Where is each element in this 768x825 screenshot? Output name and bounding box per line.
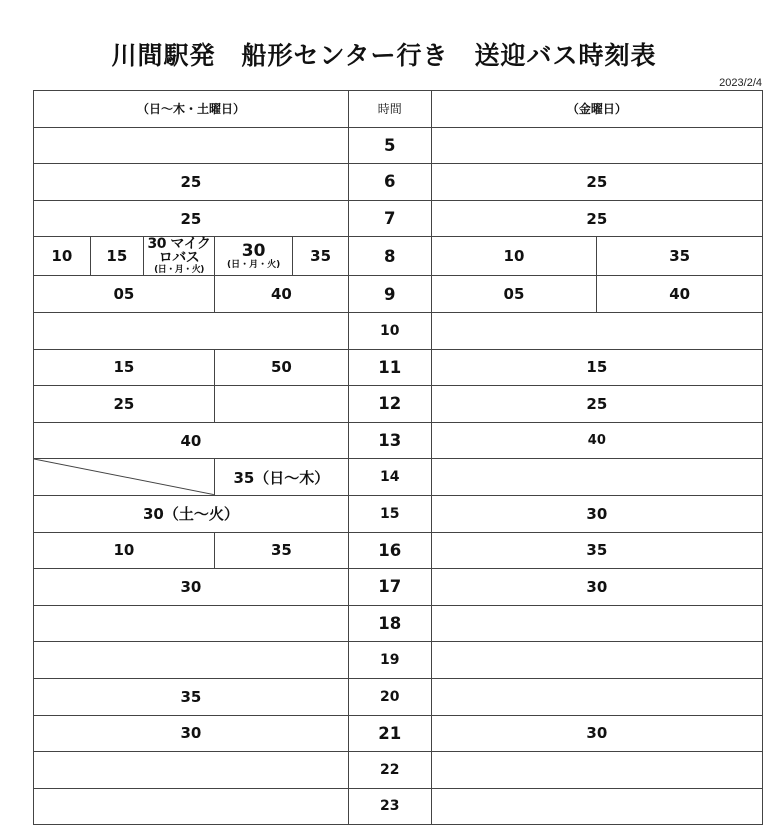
issue-date: 2023/2/4	[719, 77, 762, 89]
weekday-cell: 15	[90, 237, 143, 276]
friday-cell	[431, 642, 762, 679]
hour-cell: 12	[348, 386, 431, 423]
table-row	[34, 495, 763, 532]
hour-cell: 17	[348, 569, 431, 606]
header-weekday: （日～木・土曜日）	[34, 91, 349, 128]
weekday-cell	[34, 788, 349, 825]
friday-cell	[431, 459, 762, 496]
table-row	[34, 349, 763, 386]
hour-cell: 22	[348, 752, 431, 789]
weekday-cell: 50	[214, 349, 348, 386]
table-row	[34, 569, 763, 606]
table-row	[34, 127, 763, 164]
friday-cell	[431, 788, 762, 825]
weekday-cell: 30（土～火）	[34, 495, 349, 532]
weekday-cell: 25	[34, 164, 349, 201]
weekday-cell: 15	[34, 349, 215, 386]
weekday-cell	[214, 237, 292, 276]
hour-cell: 13	[348, 422, 431, 459]
friday-cell: 30	[431, 569, 762, 606]
weekday-cell	[34, 605, 349, 642]
friday-cell	[431, 605, 762, 642]
table-row	[34, 678, 763, 715]
weekday-value: 30	[241, 241, 266, 262]
friday-cell: 25	[431, 200, 762, 237]
friday-cell: 35	[597, 237, 763, 276]
table-row	[34, 312, 763, 349]
friday-cell: 25	[431, 164, 762, 201]
weekday-cell	[214, 386, 348, 423]
weekday-cell: 40	[34, 422, 349, 459]
table-row	[34, 532, 763, 569]
friday-cell: 30	[431, 495, 762, 532]
hour-cell: 11	[348, 349, 431, 386]
friday-cell: 10	[431, 237, 597, 276]
friday-cell	[431, 752, 762, 789]
weekday-cell: 35	[293, 237, 349, 276]
friday-cell: 15	[431, 349, 762, 386]
weekday-value: 30 マイクロバス	[147, 236, 211, 267]
weekday-cell	[34, 642, 349, 679]
friday-cell	[431, 312, 762, 349]
friday-cell	[431, 678, 762, 715]
table-row	[34, 788, 763, 825]
weekday-cell-microbus	[144, 237, 215, 276]
table-row	[34, 459, 763, 496]
friday-cell: 25	[431, 386, 762, 423]
weekday-cell: 10	[34, 237, 91, 276]
hour-cell: 23	[348, 788, 431, 825]
header-row	[34, 91, 763, 128]
hour-cell: 20	[348, 678, 431, 715]
weekday-cell: 10	[34, 532, 215, 569]
table-row	[34, 386, 763, 423]
hour-cell: 7	[348, 200, 431, 237]
table-row	[34, 422, 763, 459]
friday-cell: 40	[597, 276, 763, 313]
table-row	[34, 752, 763, 789]
weekday-cell: 35	[214, 532, 348, 569]
weekday-cell: 30	[34, 715, 349, 752]
weekday-cell	[34, 127, 349, 164]
table-row	[34, 605, 763, 642]
table-row	[34, 715, 763, 752]
hour-cell: 5	[348, 127, 431, 164]
weekday-cell: 40	[214, 276, 348, 313]
hour-cell: 15	[348, 495, 431, 532]
weekday-cell: 05	[34, 276, 215, 313]
weekday-cell: 35（日～木）	[214, 459, 348, 496]
weekday-cell	[34, 312, 349, 349]
weekday-note: (日・月・火)	[154, 265, 204, 276]
hour-cell: 10	[348, 312, 431, 349]
table-row	[34, 276, 763, 313]
page-title: 川間駅発 船形センター行き 送迎バス時刻表	[111, 41, 657, 70]
hour-cell: 14	[348, 459, 431, 496]
weekday-cell: 35	[34, 678, 349, 715]
hour-cell: 21	[348, 715, 431, 752]
header-hour: 時間	[348, 91, 431, 128]
hour-cell: 19	[348, 642, 431, 679]
header-friday: （金曜日）	[431, 91, 762, 128]
weekday-cell	[34, 752, 349, 789]
timetable	[33, 90, 763, 825]
weekday-cell: 25	[34, 200, 349, 237]
diagonal-slash-cell	[34, 459, 215, 496]
hour-cell: 8	[348, 237, 431, 276]
table-row	[34, 200, 763, 237]
hour-cell: 9	[348, 276, 431, 313]
hour-cell: 16	[348, 532, 431, 569]
weekday-cell: 25	[34, 386, 215, 423]
weekday-note: (日・月・火)	[226, 260, 281, 271]
table-row	[34, 164, 763, 201]
friday-cell: 40	[431, 422, 762, 459]
friday-cell: 30	[431, 715, 762, 752]
weekday-cell: 30	[34, 569, 349, 606]
hour-cell: 18	[348, 605, 431, 642]
hour-cell: 6	[348, 164, 431, 201]
friday-cell: 35	[431, 532, 762, 569]
table-row	[34, 237, 763, 276]
table-row	[34, 642, 763, 679]
diagonal-line	[34, 459, 214, 495]
friday-cell	[431, 127, 762, 164]
friday-cell: 05	[431, 276, 597, 313]
